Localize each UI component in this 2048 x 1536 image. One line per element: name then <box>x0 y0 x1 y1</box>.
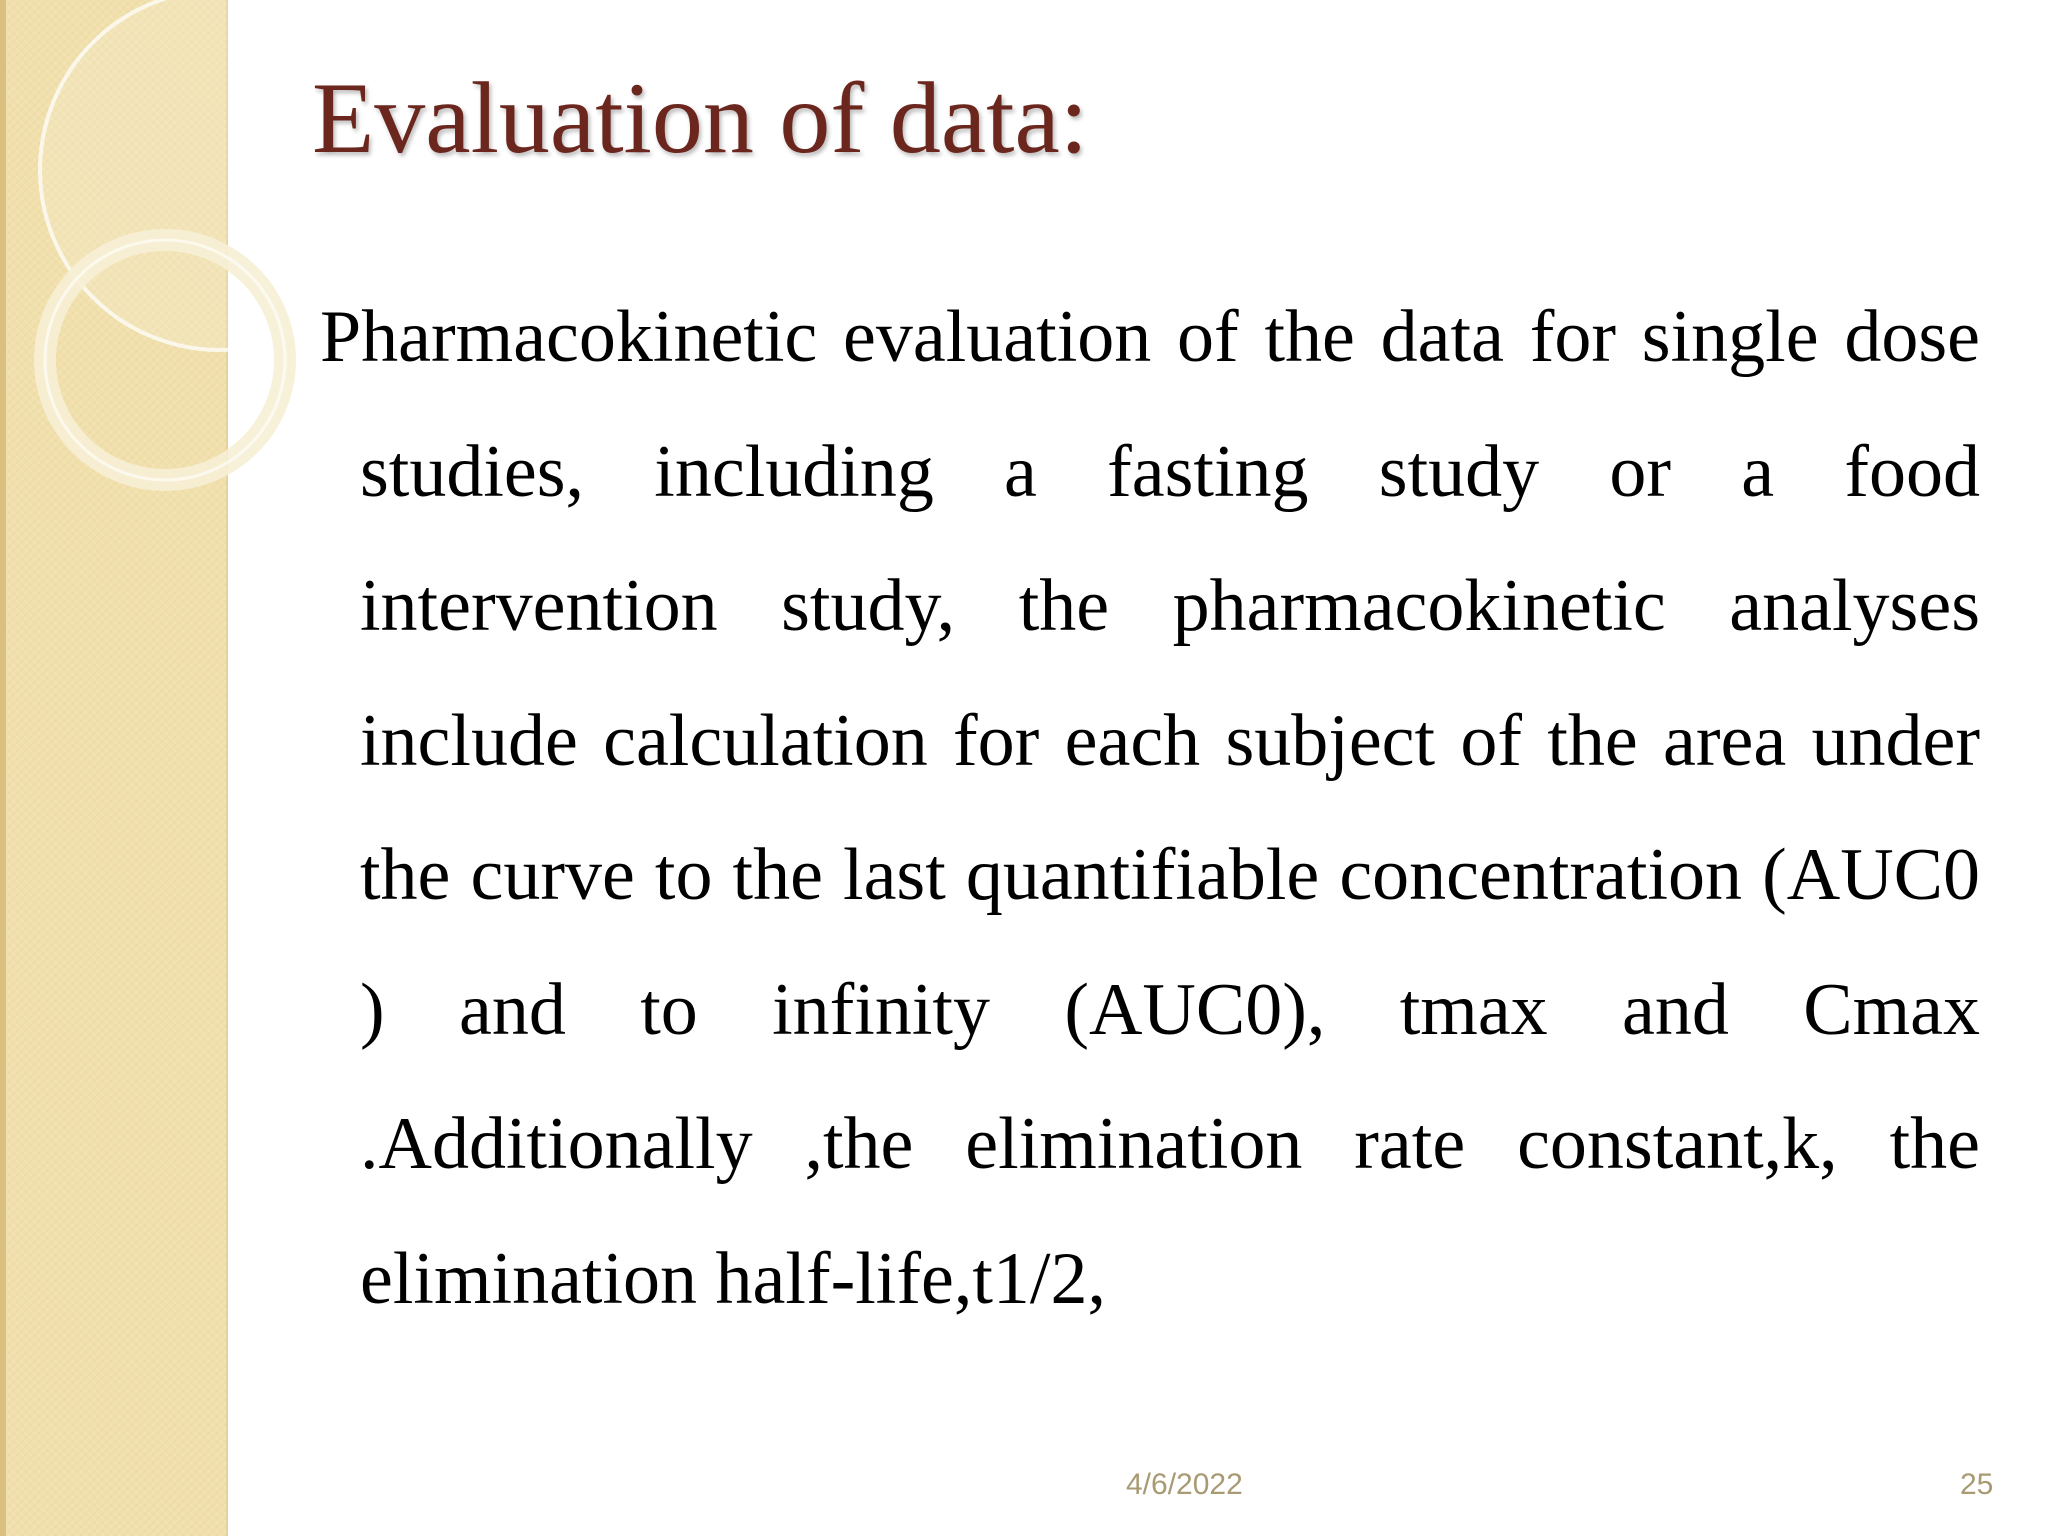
slide-title: Evaluation of data: <box>312 62 1089 175</box>
body-text: Pharmacokinetic evaluation of the data for single dose studies, including a fasting study or a food intervention study, the pharmacokinetic analyses include calculation for each subject of the area under the curve to the last quantifiable concentration (AUC0 ) and to infinity (AUC0), tmax and Cmax .Additionally ,the elimination rate constant,k, the elimination half-life,t1/2, <box>320 296 1980 1320</box>
slide-page-number: 25 <box>1960 1468 1994 1501</box>
footer-date: 4/6/2022 <box>1126 1468 1243 1501</box>
slide-body-paragraph <box>320 270 1980 1346</box>
